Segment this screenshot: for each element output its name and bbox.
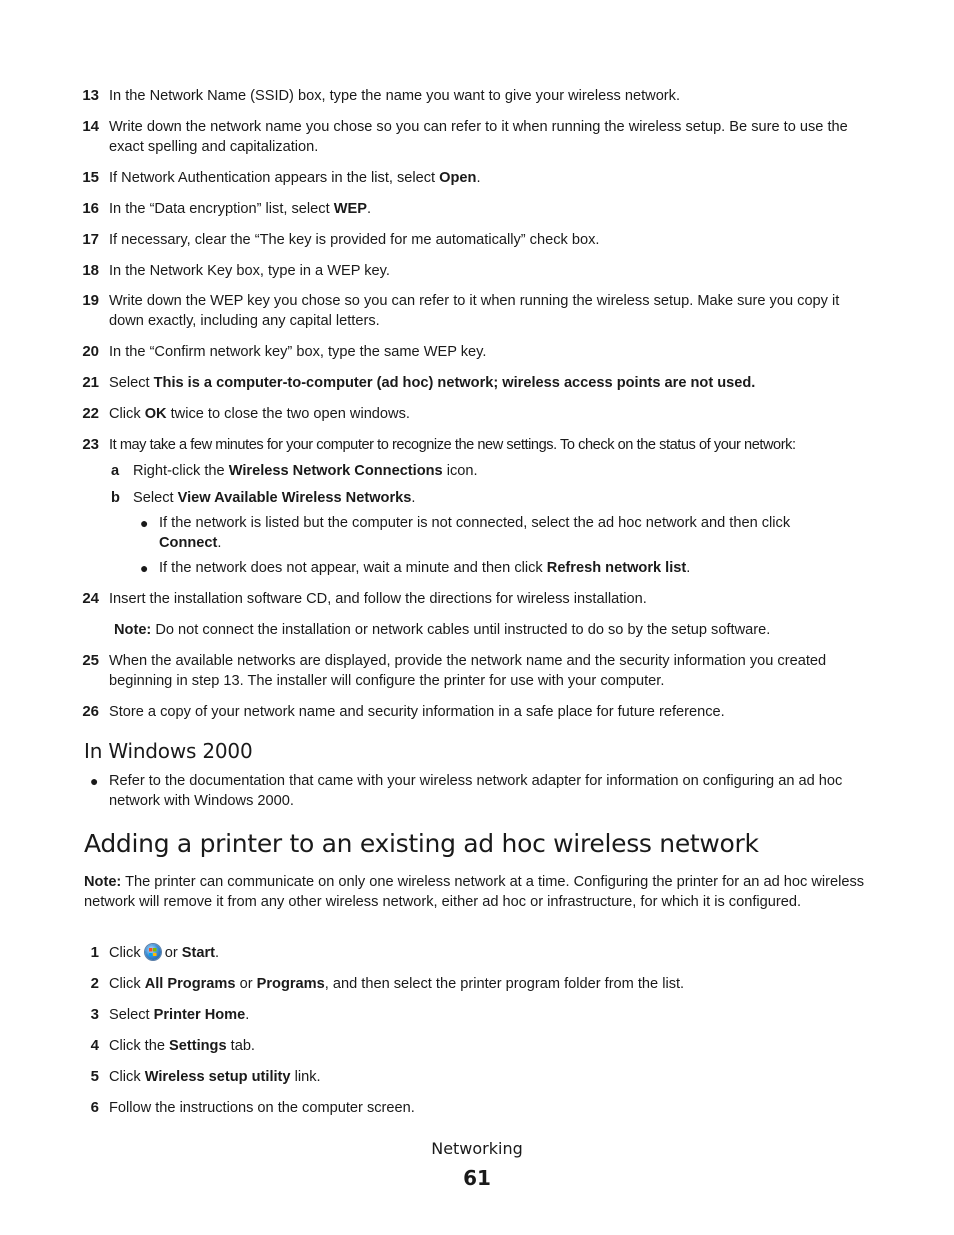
step-text (109, 589, 874, 609)
step-text (109, 943, 874, 963)
step-number: 5 (90, 1068, 99, 1085)
bold-term: Wireless setup utility (144, 1069, 291, 1085)
text-run: If necessary, clear the “The key is provided for me automatically” check box. (109, 232, 600, 248)
bold-term: Open (439, 170, 477, 186)
step-number: 24 (82, 590, 99, 607)
step-number: 2 (90, 975, 99, 992)
step-text (109, 373, 874, 393)
text-run: In the “Data encryption” list, select (109, 201, 334, 217)
bold-term: OK (144, 406, 167, 422)
text-run: Select (109, 1007, 154, 1023)
bullet-text (159, 513, 849, 553)
bold-term: Start (181, 945, 216, 961)
section-heading: Adding a printer to an existing ad hoc wireless network (84, 829, 759, 858)
text-run: It may take a few minutes for your computer to recognize the new settings. To check on the status of your network: (109, 437, 796, 453)
text-run: Click (109, 406, 145, 422)
windows-start-icon (145, 944, 161, 960)
substep-text (133, 488, 863, 508)
text-run: tab. (226, 1038, 255, 1054)
step-text (109, 291, 874, 331)
step-number: 19 (82, 292, 99, 309)
bold-term: View Available Wireless Networks (177, 490, 412, 506)
text-run: Click the (109, 1038, 170, 1054)
text-run: When the available networks are displayed, provide the network name and the security information you created beginning in step 13. The installer will configure the printer for use with your computer. (109, 653, 827, 689)
bold-term: Settings (169, 1038, 227, 1054)
step-text (109, 1005, 874, 1025)
page-number: 61 (463, 1166, 491, 1190)
text-run: If the network is listed but the computer is not connected, select the ad hoc network and then click (159, 515, 791, 531)
step-number: 23 (82, 436, 99, 453)
text-run: Click (109, 945, 145, 961)
text-run: or (160, 945, 182, 961)
text-run: Select (133, 490, 178, 506)
step-text (109, 435, 879, 455)
step-number: 22 (82, 405, 99, 422)
step-text (109, 1036, 874, 1056)
text-run: Click (109, 1069, 145, 1085)
step-number: 21 (82, 374, 99, 391)
step-text (109, 199, 874, 219)
note-label: Note: (84, 874, 122, 890)
text-run: Write down the WEP key you chose so you can refer to it when running the wireless setup. Make sure you copy it down exactly, including any capital letters. (109, 293, 840, 329)
bullet-text (159, 558, 879, 578)
text-run: Click (109, 976, 145, 992)
text-run: . (476, 170, 481, 186)
bullet-dot: ● (140, 560, 149, 576)
bold-term: Wireless Network Connections (228, 463, 443, 479)
bold-term: Programs (256, 976, 325, 992)
step-number: 16 (82, 200, 99, 217)
footer-section-label: Networking (431, 1139, 523, 1158)
bold-term: All Programs (144, 976, 236, 992)
text-run: or (235, 976, 257, 992)
text-run: link. (290, 1069, 321, 1085)
text-run: . (245, 1007, 250, 1023)
text-run: Write down the network name you chose so you can refer to it when running the wireless setup. Be sure to use the exact spelling and capitalization. (109, 119, 848, 155)
step-number: 20 (82, 343, 99, 360)
text-run: Right-click the (133, 463, 229, 479)
bullet-dot: ● (140, 515, 149, 531)
text-run: Store a copy of your network name and security information in a safe place for future reference. (109, 704, 725, 720)
bold-term: This is a computer-to-computer (ad hoc) network; wireless access points are not used. (153, 375, 756, 391)
section-note (84, 872, 874, 912)
text-run: icon. (442, 463, 478, 479)
text-run: twice to close the two open windows. (166, 406, 410, 422)
text-run: . (217, 535, 222, 551)
text-run: Insert the installation software CD, and follow the directions for wireless installation. (109, 591, 647, 607)
text-run: Select (109, 375, 154, 391)
bold-term: Refresh network list (546, 560, 687, 576)
text-run: In the Network Name (SSID) box, type the name you want to give your wireless network. (109, 88, 681, 104)
substep-letter: b (111, 490, 120, 506)
step-number: 4 (90, 1037, 99, 1054)
step-number: 3 (90, 1006, 99, 1023)
step-text (109, 702, 874, 722)
text-run: If Network Authentication appears in the list, select (109, 170, 440, 186)
step-text (109, 168, 874, 188)
text-run: . (215, 945, 220, 961)
text-run: If the network does not appear, wait a minute and then click (159, 560, 547, 576)
text-run: . (686, 560, 691, 576)
step-number: 18 (82, 262, 99, 279)
substep-letter: a (111, 463, 120, 479)
text-run: , and then select the printer program folder from the list. (324, 976, 685, 992)
bullet-text: Refer to the documentation that came with your wireless network adapter for information on configuring an ad hoc network with Windows 2000. (109, 773, 843, 809)
step-text (109, 86, 874, 106)
bold-term: Printer Home (153, 1007, 246, 1023)
step-number: 26 (82, 703, 99, 720)
step-text (109, 1067, 874, 1087)
text-run: In the “Confirm network key” box, type the same WEP key. (109, 344, 487, 360)
text-run: Follow the instructions on the computer screen. (109, 1100, 415, 1116)
text-run: In the Network Key box, type in a WEP key. (109, 263, 390, 279)
text-run: . (411, 490, 416, 506)
step-text (109, 1098, 874, 1118)
text-run: . (366, 201, 371, 217)
step-24-note (114, 620, 874, 640)
step-number: 1 (90, 944, 99, 961)
note-text: Do not connect the installation or network cables until instructed to do so by the setup software. (151, 622, 771, 638)
bullet-dot: ● (90, 773, 99, 789)
step-text (109, 651, 874, 691)
step-text (109, 342, 874, 362)
windows-2000-heading: In Windows 2000 (84, 739, 253, 763)
bold-term: WEP (333, 201, 367, 217)
note-text: The printer can communicate on only one wireless network at a time. Configuring the printer for an ad hoc wireless network will remove it from any other wireless network, either ad hoc or infrastructure, for which it is configured. (84, 874, 865, 910)
step-text (109, 117, 874, 157)
note-label: Note: (114, 622, 152, 638)
step-number: 14 (82, 118, 99, 135)
step-text (109, 974, 874, 994)
step-text (109, 230, 874, 250)
step-number: 6 (90, 1099, 99, 1116)
step-text (109, 261, 874, 281)
step-number: 15 (82, 169, 99, 186)
step-number: 17 (82, 231, 99, 248)
substep-text (133, 461, 863, 481)
step-text (109, 404, 874, 424)
bold-term: Connect (159, 535, 218, 551)
step-number: 25 (82, 652, 99, 669)
step-number: 13 (82, 87, 99, 104)
